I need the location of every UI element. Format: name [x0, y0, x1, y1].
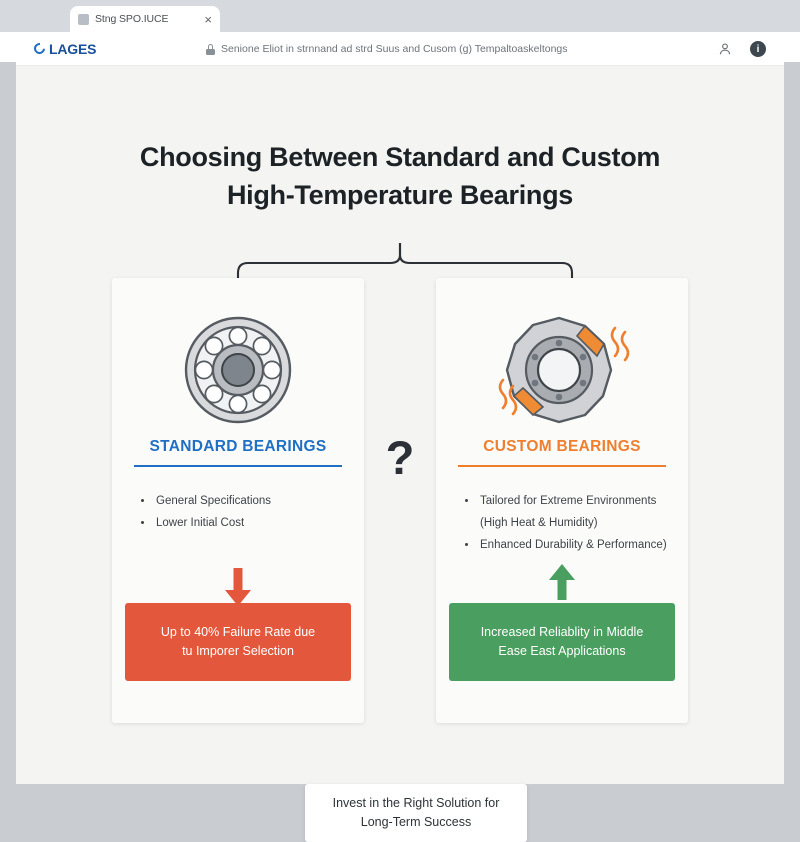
account-icon[interactable]: [718, 42, 732, 56]
site-logo-text: LAGES: [49, 40, 97, 57]
list-item: • Enhanced Durability & Performance): [478, 534, 672, 556]
feature-list-standard: [140, 490, 348, 534]
page-title-line2: High-Temperature Bearings: [226, 180, 574, 211]
ball-bearing-icon: [112, 300, 364, 440]
page-title-line1: Choosing Between Standard and Custom: [139, 142, 661, 172]
header-secure-label: [206, 32, 568, 66]
logo-mark-icon: [32, 41, 47, 56]
page-content: [16, 66, 784, 829]
banner-line2: Ease East Applications: [498, 644, 626, 658]
site-header: [16, 32, 784, 66]
web-page: [16, 32, 784, 829]
banner-line1: Increased Reliablity in Middle: [480, 624, 644, 639]
site-logo[interactable]: [34, 41, 96, 57]
card-title-custom: CUSTOM BEARINGS: [458, 438, 666, 467]
card-standard-bearings[interactable]: [112, 278, 364, 723]
list-item: • Tailored for Extreme Environments (High Heat & Humidity): [478, 490, 672, 534]
close-icon[interactable]: ×: [204, 11, 212, 27]
list-item: • Lower Initial Cost: [154, 512, 348, 534]
banner-line2: tu Imporer Selection: [182, 644, 294, 658]
question-mark-divider: ?: [385, 431, 415, 484]
page-title: [16, 138, 784, 215]
header-actions: [718, 32, 766, 66]
status-banner-standard: [125, 603, 351, 681]
card-custom-bearings[interactable]: [436, 278, 688, 723]
browser-tab[interactable]: [70, 6, 220, 32]
status-banner-custom: [449, 603, 675, 681]
tab-strip: [0, 0, 800, 32]
feature-list-custom: [464, 490, 672, 556]
footer-line2: Long-Term Success: [360, 815, 472, 829]
page-icon: [78, 14, 89, 25]
footer-line1: Invest in the Right Solution for: [332, 796, 500, 811]
lock-icon: [206, 44, 215, 55]
card-title-standard: STANDARD BEARINGS: [134, 438, 342, 467]
footer-callout: [305, 784, 527, 842]
list-item: • General Specifications: [154, 490, 348, 512]
status-badge[interactable]: i: [750, 41, 766, 57]
tab-title: Stng SPO.IUCE: [95, 13, 169, 25]
custom-bearing-heat-icon: [436, 300, 688, 440]
banner-line1: Up to 40% Failure Rate due: [160, 624, 316, 639]
header-center-text: Senione Eliot in strnnand ad strd Suus and Cusom (g) Tempaltoaskeltongs: [221, 43, 568, 55]
